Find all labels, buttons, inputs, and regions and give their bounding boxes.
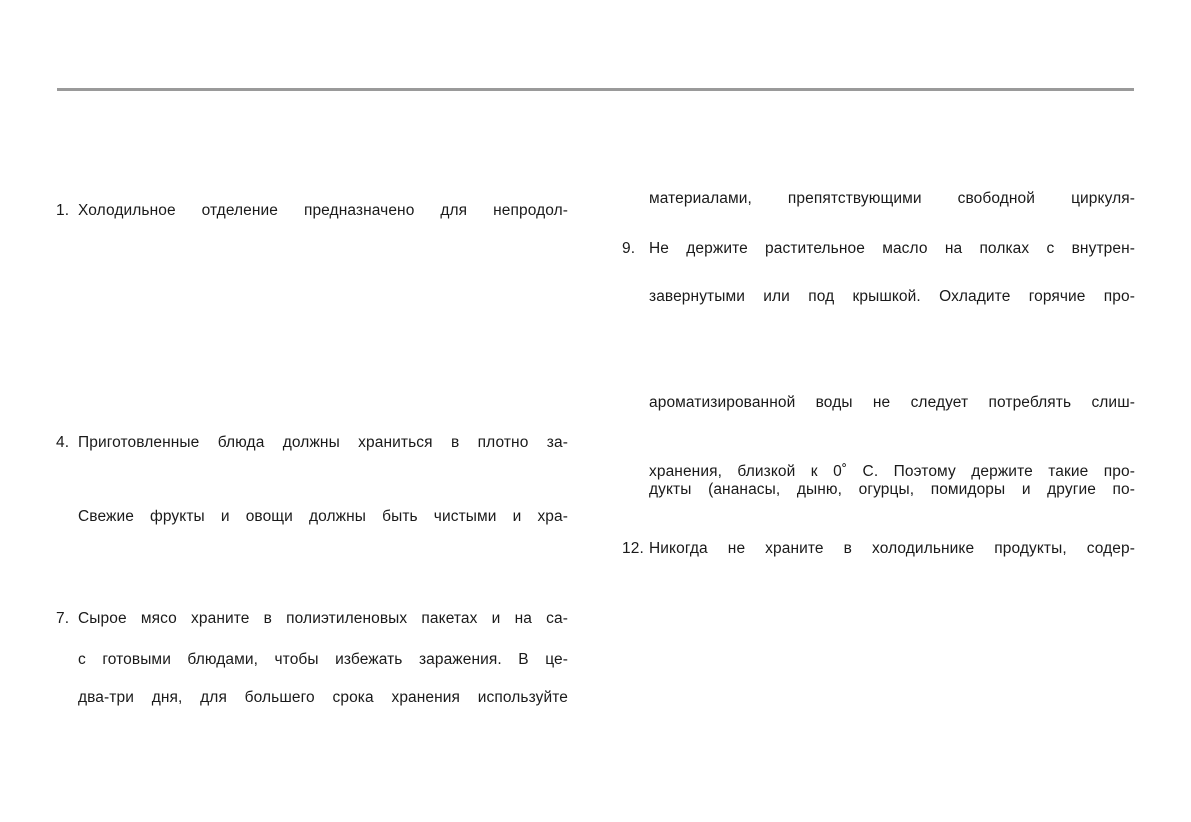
item-7-line-3: два-три дня, для большего срока хранения используйте — [78, 689, 568, 706]
item-7-number: 7. — [56, 610, 70, 627]
item-1-number: 1. — [56, 202, 70, 219]
item-4-line-1: Приготовленные блюда должны храниться в плотно за- — [78, 434, 568, 451]
continuation-line-1: хранения, близкой к 0˚ С. Поэтому держите такие про- — [649, 463, 1135, 480]
item-12-number: 12. — [622, 540, 644, 557]
item-4-number: 4. — [56, 434, 70, 451]
continuation-line-2: дукты (ананасы, дыню, огурцы, помидоры и другие по- — [649, 481, 1135, 498]
header-rule — [57, 88, 1134, 91]
item-9-line-1: Не держите растительное масло на полках с внутрен- — [649, 240, 1135, 257]
item-7-line-2: с готовыми блюдами, чтобы избежать заражения. В це- — [78, 651, 568, 668]
item-4-line-2: Свежие фрукты и овощи должны быть чистыми и хра- — [78, 508, 568, 525]
continuation-mid: ароматизированной воды не следует потреблять слиш- — [649, 394, 1135, 411]
item-1-line: Холодильное отделение предназначено для непродол- — [78, 202, 568, 219]
item-7-line-1: Сырое мясо храните в полиэтиленовых пакетах и на са- — [78, 610, 568, 627]
item-9-line-2: завернутыми или под крышкой. Охладите горячие про- — [649, 288, 1135, 305]
item-9-number: 9. — [622, 240, 636, 257]
item-12-line: Никогда не храните в холодильнике продукты, содер- — [649, 540, 1135, 557]
continuation-top: материалами, препятствующими свободной циркуля- — [649, 190, 1135, 207]
